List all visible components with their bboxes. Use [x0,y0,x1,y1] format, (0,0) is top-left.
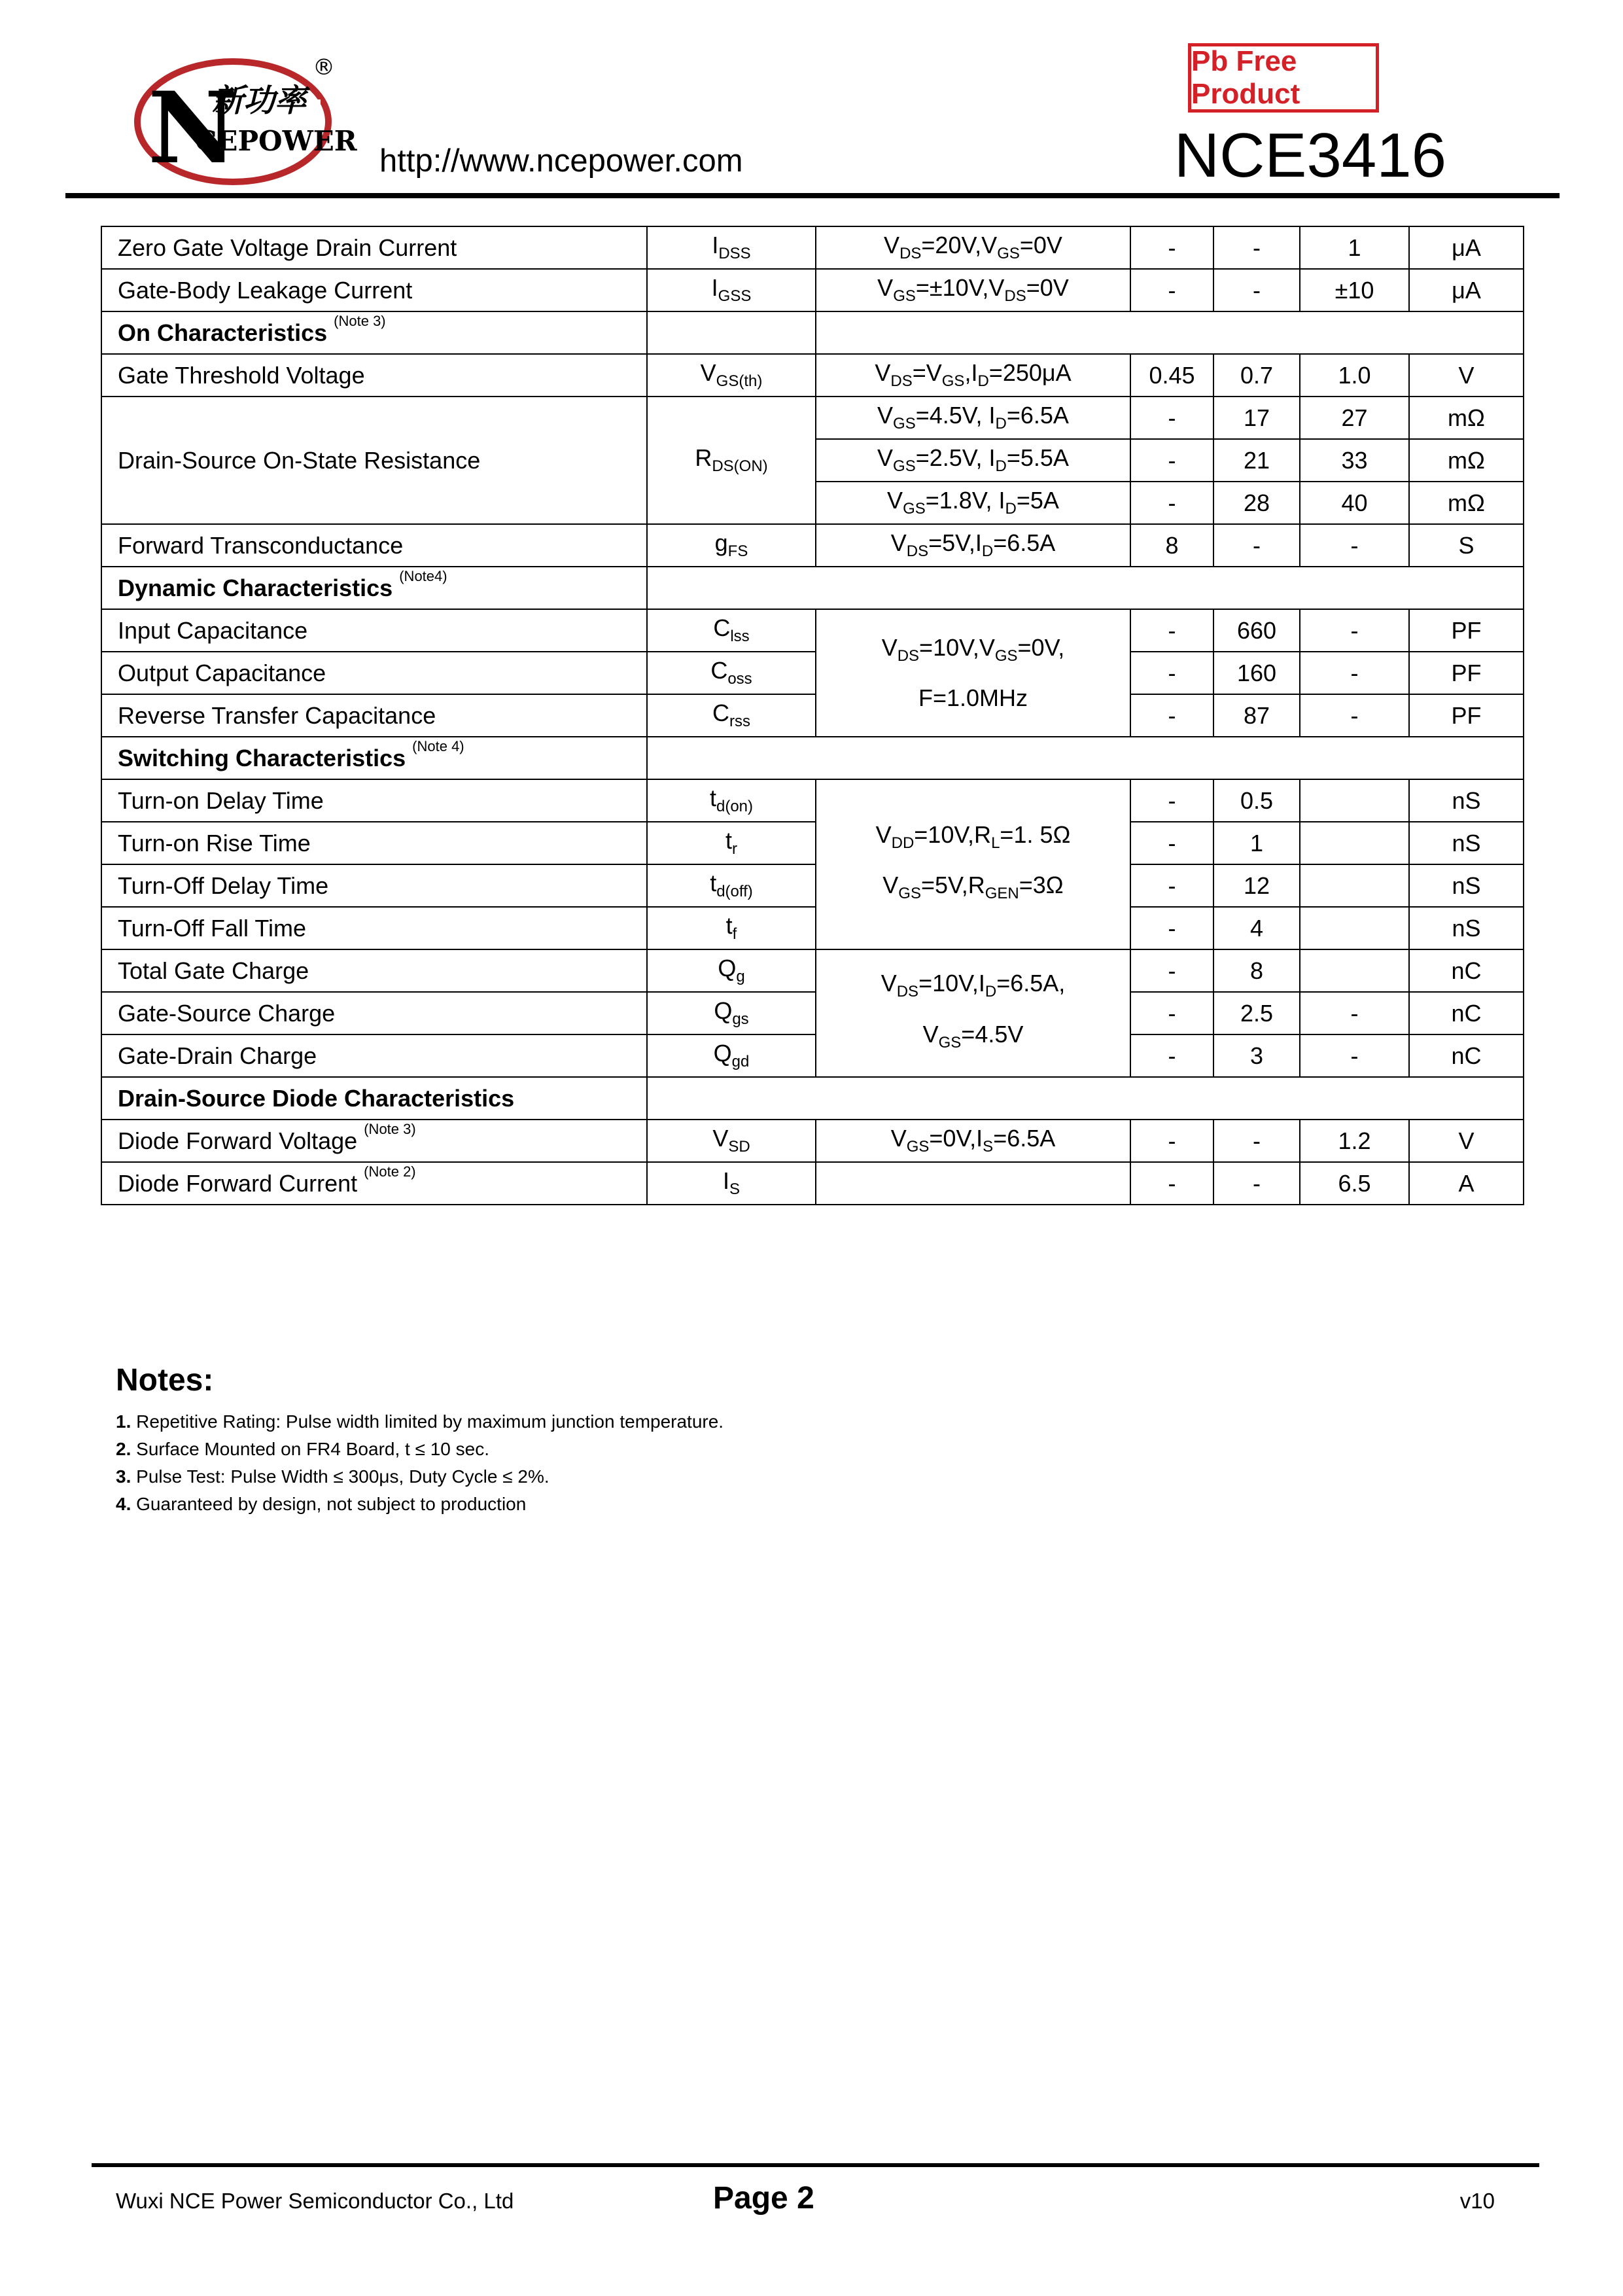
param-name: Forward Transconductance [101,524,647,567]
unit: V [1409,1120,1524,1162]
unit: nS [1409,907,1524,949]
symbol: $V_{GS(th)}$ [647,354,816,397]
unit: mΩ [1409,482,1524,524]
test-condition: $V_{DS}=5V,I_D=6.5A$ [816,524,1130,567]
param-name: Reverse Transfer Capacitance [101,694,647,737]
symbol: $t_{d(on)}$ [647,779,816,822]
test-condition: $V_{GS}=0V,I_S=6.5A$ [816,1120,1130,1162]
website-url[interactable]: http://www.ncepower.com [379,143,743,179]
symbol: $I_{DSS}$ [647,226,816,269]
symbol: $t_f$ [647,907,816,949]
param-name: Diode Forward Voltage $^{(Note 3)}$ [101,1120,647,1162]
param-name: Gate Threshold Voltage [101,354,647,397]
param-name: Gate-Drain Charge [101,1034,647,1077]
min-value: - [1130,397,1213,439]
max-value [1300,949,1409,992]
min-value: - [1130,226,1213,269]
max-value: 27 [1300,397,1409,439]
section-row [101,567,1524,609]
page-number: Page 2 [713,2181,814,2216]
test-condition: $V_{DD}=10V,R_L=1$. 5Ω $V_{GS}=5V,R_{GEN}=3\Omega$ [816,779,1130,949]
part-number: NCE3416 [1174,120,1446,190]
max-value [1300,779,1409,822]
symbol: $I_S$ [647,1162,816,1205]
max-value: - [1300,1034,1409,1077]
section-title-diode: Drain-Source Diode Characteristics [101,1077,647,1120]
param-name: Diode Forward Current $^{(Note 2)}$ [101,1162,647,1205]
max-value: - [1300,694,1409,737]
typ-value: 160 [1213,652,1300,694]
header-rule [65,193,1560,198]
ncepower-logo [135,52,357,186]
notes-list [116,1408,724,1518]
electrical-characteristics-table [101,226,1524,1205]
unit: nS [1409,864,1524,907]
max-value [1300,907,1409,949]
test-condition: $V_{DS}=20V,V_{GS}=0V$ [816,226,1130,269]
typ-value: 4 [1213,907,1300,949]
typ-value: 12 [1213,864,1300,907]
typ-value: 28 [1213,482,1300,524]
param-name: Input Capacitance [101,609,647,652]
max-value: ±10 [1300,269,1409,311]
min-value: - [1130,1162,1213,1205]
table-row [101,524,1524,567]
min-value: - [1130,949,1213,992]
min-value: - [1130,439,1213,482]
note-item: 4. Guaranteed by design, not subject to production [116,1494,527,1514]
test-condition: $V_{GS}=2.5V$, $I_D=5.5A$ [816,439,1130,482]
unit: S [1409,524,1524,567]
typ-value: 0.7 [1213,354,1300,397]
min-value: - [1130,864,1213,907]
max-value: - [1300,992,1409,1034]
min-value: 8 [1130,524,1213,567]
unit: nC [1409,1034,1524,1077]
unit: PF [1409,609,1524,652]
table-row [101,269,1524,311]
max-value: 40 [1300,482,1409,524]
param-name: Drain-Source On-State Resistance [101,397,647,524]
footer-rule [92,2163,1539,2167]
typ-value: - [1213,1162,1300,1205]
param-name: Turn-on Delay Time [101,779,647,822]
typ-value: 660 [1213,609,1300,652]
symbol: $Q_g$ [647,949,816,992]
table-row [101,949,1524,992]
symbol: $V_{SD}$ [647,1120,816,1162]
notes-title: Notes: [116,1363,214,1398]
typ-value: - [1213,269,1300,311]
table-row [101,1034,1524,1077]
table-row [101,354,1524,397]
pb-free-badge: Pb Free Product [1188,43,1379,113]
max-value: - [1300,609,1409,652]
symbol: $C_{oss}$ [647,652,816,694]
table-row [101,907,1524,949]
table-row [101,864,1524,907]
table-row [101,1162,1524,1205]
symbol: $I_{GSS}$ [647,269,816,311]
symbol: $g_{FS}$ [647,524,816,567]
unit: μA [1409,226,1524,269]
max-value: 6.5 [1300,1162,1409,1205]
typ-value: 87 [1213,694,1300,737]
param-name: Turn-Off Delay Time [101,864,647,907]
typ-value: 0.5 [1213,779,1300,822]
logo-chinese: 新功率 [212,82,307,119]
typ-value: 1 [1213,822,1300,864]
logo-mark: N [148,71,238,186]
test-condition [816,1162,1130,1205]
test-condition: $V_{DS}=10V,I_D=6.5A$, $V_{GS}=4.5V$ [816,949,1130,1077]
section-title-switching: Switching Characteristics $^{(Note 4)}$ [101,737,647,779]
min-value: - [1130,1120,1213,1162]
unit: A [1409,1162,1524,1205]
document-version: v10 [1459,2189,1495,2213]
unit: nC [1409,949,1524,992]
test-condition: $V_{DS}=10V,V_{GS}=0V$, F=1.0MHz [816,609,1130,737]
typ-value: - [1213,226,1300,269]
unit: mΩ [1409,397,1524,439]
min-value: - [1130,694,1213,737]
section-row [101,311,1524,354]
max-value [1300,864,1409,907]
section-row [101,1077,1524,1120]
table-row [101,1120,1524,1162]
typ-value: 21 [1213,439,1300,482]
logo-text: CEPOWER [195,125,357,157]
symbol: $Q_{gs}$ [647,992,816,1034]
max-value: - [1300,524,1409,567]
max-value: 1.0 [1300,354,1409,397]
param-name: Turn-on Rise Time [101,822,647,864]
param-name: Total Gate Charge [101,949,647,992]
min-value: - [1130,907,1213,949]
max-value: - [1300,652,1409,694]
symbol: $t_{d(off)}$ [647,864,816,907]
max-value [1300,822,1409,864]
table-row [101,779,1524,822]
typ-value: 3 [1213,1034,1300,1077]
unit: nS [1409,779,1524,822]
note-item: 2. Surface Mounted on FR4 Board, t ≤ 10 sec. [116,1439,490,1459]
typ-value: 8 [1213,949,1300,992]
section-row [101,737,1524,779]
registered-mark: ® [313,54,335,80]
table-row [101,397,1524,439]
param-name: Zero Gate Voltage Drain Current [101,226,647,269]
min-value: - [1130,269,1213,311]
unit: mΩ [1409,439,1524,482]
table-row [101,822,1524,864]
typ-value: 17 [1213,397,1300,439]
min-value: - [1130,652,1213,694]
typ-value: 2.5 [1213,992,1300,1034]
typ-value: - [1213,1120,1300,1162]
min-value: - [1130,609,1213,652]
max-value: 33 [1300,439,1409,482]
test-condition: $V_{GS}=4.5V$, $I_D=6.5A$ [816,397,1130,439]
param-name: Turn-Off Fall Time [101,907,647,949]
param-name: Gate-Body Leakage Current [101,269,647,311]
max-value: 1.2 [1300,1120,1409,1162]
test-condition: $V_{GS}=1.8V$, $I_D=5A$ [816,482,1130,524]
unit: nC [1409,992,1524,1034]
company-name: Wuxi NCE Power Semiconductor Co., Ltd [116,2189,514,2213]
max-value: 1 [1300,226,1409,269]
min-value: - [1130,992,1213,1034]
test-condition: $V_{DS}=V_{GS},I_D=250\mu A$ [816,354,1130,397]
unit: PF [1409,694,1524,737]
param-name: Gate-Source Charge [101,992,647,1034]
table-row [101,652,1524,694]
section-title-on: On Characteristics $^{(Note 3)}$ [101,311,647,354]
unit: μA [1409,269,1524,311]
min-value: - [1130,1034,1213,1077]
min-value: 0.45 [1130,354,1213,397]
symbol: $Q_{gd}$ [647,1034,816,1077]
note-item: 3. Pulse Test: Pulse Width ≤ 300μs, Duty Cycle ≤ 2%. [116,1466,550,1487]
symbol: $C_{rss}$ [647,694,816,737]
note-item: 1. Repetitive Rating: Pulse width limited by maximum junction temperature. [116,1411,724,1432]
typ-value: - [1213,524,1300,567]
test-condition: $V_{GS}=\pm 10V,V_{DS}=0V$ [816,269,1130,311]
min-value: - [1130,822,1213,864]
param-name: Output Capacitance [101,652,647,694]
symbol: $R_{DS(ON)}$ [647,397,816,524]
unit: V [1409,354,1524,397]
symbol: $C_{lss}$ [647,609,816,652]
table-row [101,694,1524,737]
min-value: - [1130,482,1213,524]
unit: PF [1409,652,1524,694]
unit: nS [1409,822,1524,864]
symbol: $t_r$ [647,822,816,864]
min-value: - [1130,779,1213,822]
table-row [101,609,1524,652]
table-row [101,226,1524,269]
section-title-dynamic: Dynamic Characteristics $^{(Note4)}$ [101,567,647,609]
table-row [101,992,1524,1034]
